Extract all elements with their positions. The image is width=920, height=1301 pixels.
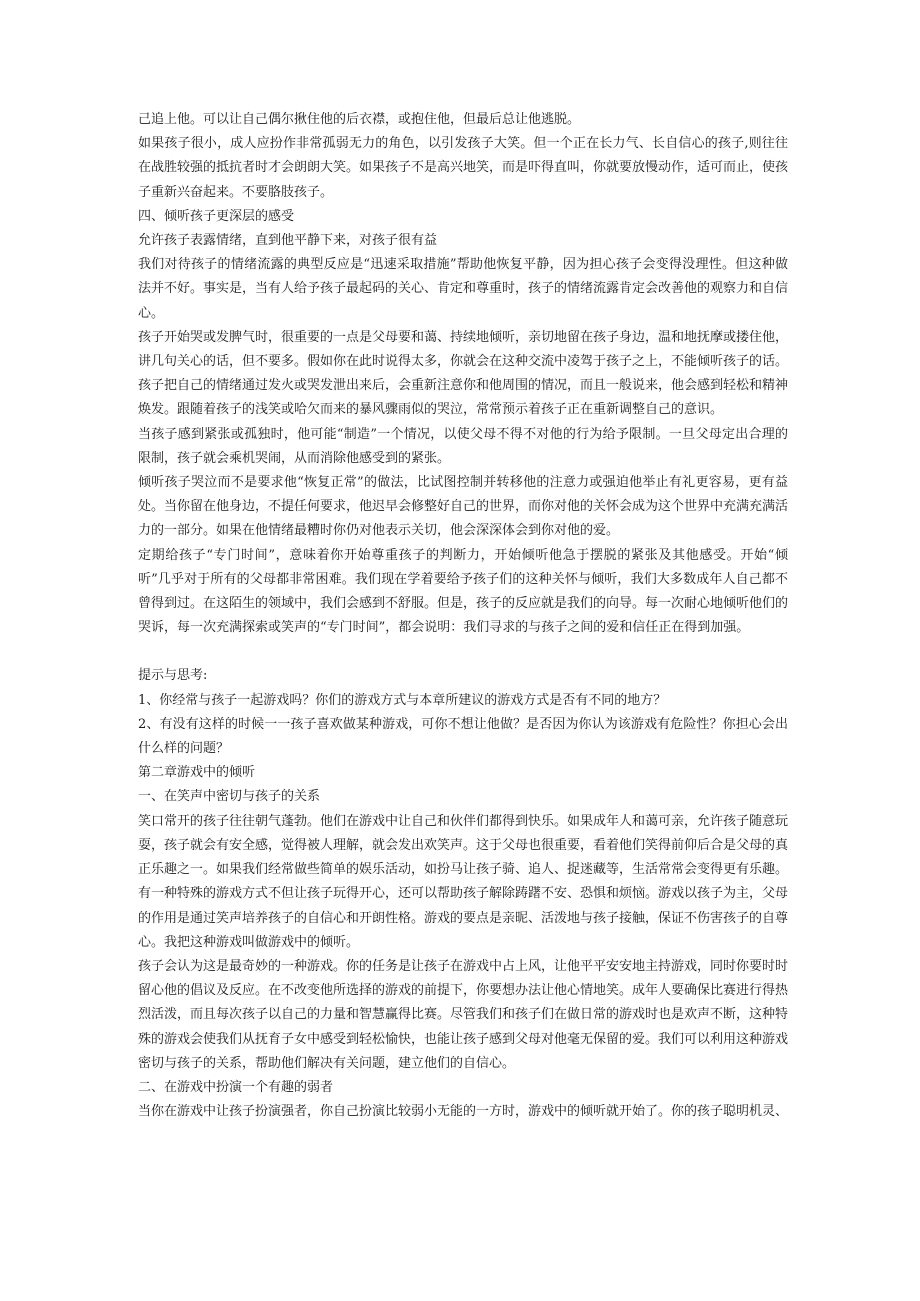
- question-item: 2、有没有这样的时候一一孩子喜欢做某种游戏，可你不想让他做？是否因为你认为该游戏有危险性？你担心会出什么样的问题？: [138, 716, 788, 757]
- paragraph: 己追上他。可以让自己偶尔揪住他的后衣襟，或抱住他，但最后总让他逃脱。: [138, 112, 581, 127]
- paragraph: 当孩子感到紧张或孤独时，他可能“制造”一个情况，以使父母不得不对他的行为给予限制。一旦父母定出合理的限制，孩子就会乘机哭闹，从而消除他感受到的紧张。: [138, 426, 788, 466]
- section-heading: 一、在笑声中密切与孩子的关系: [138, 789, 321, 805]
- sub-heading: 允许孩子表露情绪，直到他平静下来，对孩子很有益: [138, 233, 438, 249]
- paragraph: 孩子开始哭或发脾气时，很重要的一点是父母要和蔼、持续地倾听，亲切地留在孩子身边，温和地抚摩或搂住他，讲几句关心的话，但不要多。假如你在此时说得太多，你就会在这种交流中凌驾于孩子之上，不能倾听孩子的话。: [138, 329, 789, 370]
- chapter-title: 第二章游戏中的倾听: [138, 765, 256, 781]
- section-heading: 二、在游戏中扮演一个有趣的弱者: [138, 1079, 334, 1095]
- section-heading: 四、倾听孩子更深层的感受: [138, 208, 295, 224]
- tips-heading: 提示与思考:: [138, 668, 208, 684]
- paragraph: 倾听孩子哭泣而不是要求他“恢复正常”的做法，比试图控制并转移他的注意力或强迫他举止有礼更容易，更有益处。当你留在他身边，不提任何要求，他迟早会修整好自己的世界，而你对他的关怀会成为这个世界中充满充满活力的一部分。如果在他情绪最糟时你仍对他表示关切，他会深深体会到你对他的爱。: [138, 475, 789, 539]
- paragraph: 定期给孩子“专门时间”，意味着你开始尊重孩子的判断力，开始倾听他急于摆脱的紧张及其他感受。开始“倾听”几乎对于所有的父母都非常困难。我们现在学着要给予孩子们的这种关怀与倾听，我们大多数成年人自己都不曾得到过。在这陌生的领域中，我们会感到不舒服。但是，孩子的反应就是我们的向导。每一次耐心地倾听他们的哭诉，每一次充满探索或笑声的“专门时间”，都会说明：我们寻求的与孩子之间的爱和信任正在得到加强。: [138, 547, 789, 636]
- question-item: 1、你经常与孩子一起游戏吗？你们的游戏方式与本章所建议的游戏方式是否有不同的地方？: [138, 692, 667, 708]
- paragraph: 笑口常开的孩子往往朝气蓬勃。他们在游戏中让自己和伙伴们都得到快乐。如果成年人和蔼可亲，允许孩子随意玩耍，孩子就会有安全感，觉得被人理解，就会发出欢笑声。这于父母也很重要，看着他们笑得前仰后合是父母的真正乐趣之一。如果我们经常做些简单的娱乐活动，如扮马让孩子骑、追人、捉迷藏等，生活常常会变得更有乐趣。: [138, 813, 789, 878]
- paragraph: 我们对待孩子的情绪流露的典型反应是“迅速采取措施”帮助他恢复平静，因为担心孩子会变得没理性。但这种做法并不好。事实是，当有人给予孩子最起码的关心、肯定和尊重时，孩子的情绪流露肯定会改善他的观察力和自信心。: [138, 257, 789, 321]
- paragraph: 当你在游戏中让孩子扮演强者，你自己扮演比较弱小无能的一方时，游戏中的倾听就开始了。你的孩子聪明机灵、: [138, 1104, 789, 1120]
- blank-line: [138, 640, 788, 664]
- document-page: [138, 108, 788, 1124]
- paragraph: 孩子会认为这是最奇妙的一种游戏。你的任务是让孩子在游戏中占上风，让他平平安安地主持游戏，同时你要时时留心他的倡议及反应。在不改变他所选择的游戏的前提下，你要想办法让他心情地笑。成年人要确保比赛进行得热烈活泼，而且每次孩子以自己的力量和智慧赢得比赛。尽管我们和孩子们在做日常的游戏时也是欢声不断，这种特殊的游戏会使我们从抚育子女中感受到轻松愉快，也能让孩子感到父母对他毫无保留的爱。我们可以利用这种游戏密切与孩子的关系，帮助他们解决有关问题，建立他们的自信心。: [138, 958, 789, 1071]
- paragraph: 如果孩子很小，成人应扮作非常孤弱无力的角色，以引发孩子大笑。但一个正在长力气、长自信心的孩子,则往往在战胜较强的抵抗者时才会朗朗大笑。如果孩子不是高兴地笑，而是吓得直叫，你就要放慢动作，适可而止，使孩子重新兴奋起来。不要胳肢孩子。: [138, 136, 789, 200]
- paragraph: 孩子把自己的情绪通过发火或哭发泄出来后，会重新注意你和他周围的情况，而且一般说来，他会感到轻松和精神焕发。跟随着孩子的浅笑或哈欠而来的暴风骤雨似的哭泣，常常预示着孩子正在重新调整自己的意识。: [138, 378, 789, 418]
- paragraph: 有一种特殊的游戏方式不但让孩子玩得开心，还可以帮助孩子解除踌躇不安、恐惧和烦恼。游戏以孩子为主，父母的作用是通过笑声培养孩子的自信心和开朗性格。游戏的要点是亲昵、活泼地与孩子接触，保证不伤害孩子的自尊心。我把这种游戏叫做游戏中的倾听。: [138, 886, 789, 950]
